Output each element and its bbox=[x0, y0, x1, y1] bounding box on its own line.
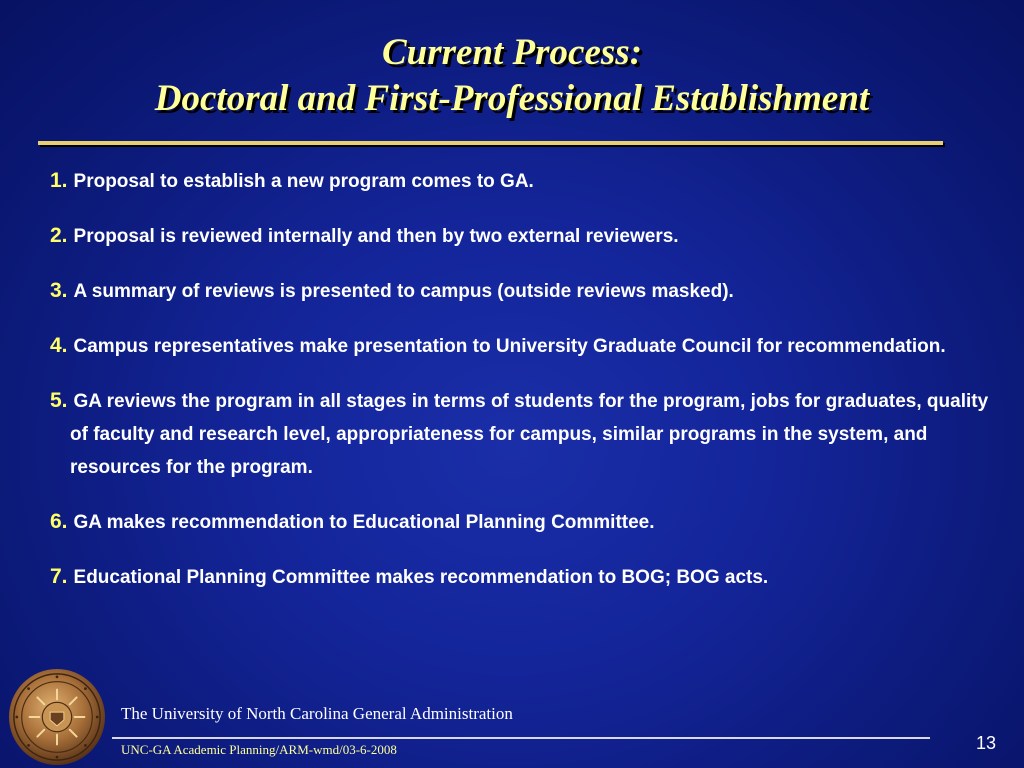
step-text: Proposal is reviewed internally and then by two external reviewers. bbox=[73, 226, 679, 247]
process-steps-list bbox=[50, 164, 990, 615]
step-text: A summary of reviews is presented to campus (outside reviews masked). bbox=[73, 281, 734, 302]
title-underline bbox=[38, 141, 943, 145]
process-step-6 bbox=[50, 505, 990, 539]
slide-title bbox=[0, 30, 1024, 122]
step-text: GA reviews the program in all stages in terms of students for the program, jobs for graduates, quality of faculty and research level, appropriateness for campus, similar programs in the system, and resources for the program. bbox=[70, 391, 989, 478]
step-text: GA makes recommendation to Educational Planning Committee. bbox=[73, 512, 655, 533]
step-number: 6. bbox=[50, 510, 68, 533]
slide-title-line-1: Current Process: bbox=[381, 32, 643, 73]
step-text: Campus representatives make presentation to University Graduate Council for recommendation. bbox=[73, 336, 946, 357]
footer-organization: The University of North Carolina General Administration bbox=[121, 704, 513, 723]
step-text: Proposal to establish a new program comes to GA. bbox=[73, 171, 534, 192]
step-number: 5. bbox=[50, 389, 68, 412]
process-step-4 bbox=[50, 329, 990, 363]
step-number: 1. bbox=[50, 169, 68, 192]
process-step-3 bbox=[50, 274, 990, 308]
process-step-1 bbox=[50, 164, 990, 198]
page-number: 13 bbox=[976, 733, 997, 753]
footer-divider bbox=[112, 737, 930, 739]
university-seal-icon bbox=[8, 668, 106, 766]
step-number: 2. bbox=[50, 224, 68, 247]
footer-reference: UNC-GA Academic Planning/ARM-wmd/03-6-2008 bbox=[121, 742, 397, 757]
step-text: Educational Planning Committee makes recommendation to BOG; BOG acts. bbox=[73, 567, 769, 588]
process-step-2 bbox=[50, 219, 990, 253]
process-step-7 bbox=[50, 560, 990, 594]
process-step-5 bbox=[50, 384, 990, 484]
step-number: 3. bbox=[50, 279, 68, 302]
step-number: 4. bbox=[50, 334, 68, 357]
step-number: 7. bbox=[50, 565, 68, 588]
slide-title-line-2: Doctoral and First-Professional Establishment bbox=[154, 78, 870, 119]
